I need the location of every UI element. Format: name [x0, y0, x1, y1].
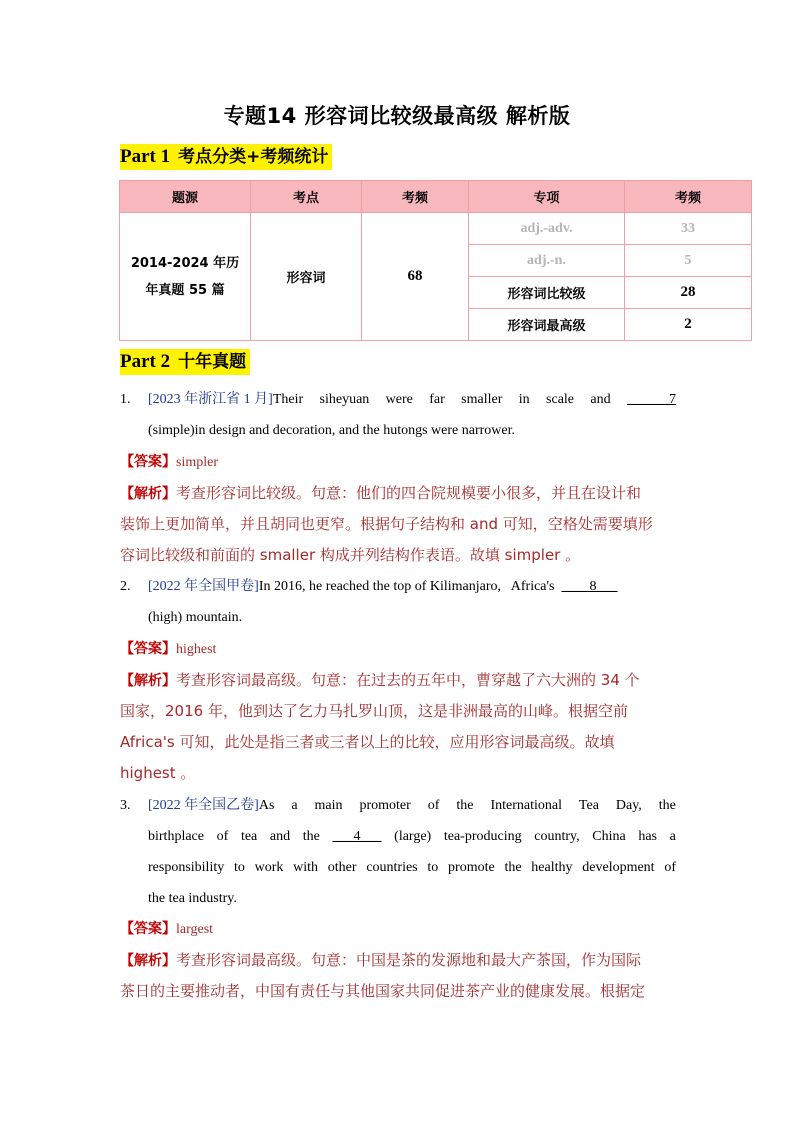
analysis-line: Africa's 可知，此处是指三者或三者以上的比较，应用形容词最高级。故填 [120, 733, 615, 751]
question-1 [120, 384, 676, 446]
analysis-line: 装饰上更加简单，并且胡同也更窄。根据句子结构和 and 可知，空格处需要填形 [120, 515, 653, 533]
word: Day, [615, 798, 642, 813]
answer-blank: ____8___ [561, 579, 618, 594]
answer-tag: 【答案】 [120, 641, 176, 657]
part2-heading [120, 349, 250, 375]
header-item-freq: 考频 [625, 181, 752, 213]
word: to [427, 860, 439, 875]
part1-text: 考点分类+考频统计 [178, 147, 329, 167]
word: of [664, 860, 676, 875]
analysis-line [120, 945, 676, 976]
word: As [258, 798, 275, 813]
word: responsibility [148, 860, 225, 875]
question-number: 1. [120, 392, 131, 407]
question-1-line1 [120, 384, 676, 415]
answer-blank: ___4___ [332, 829, 382, 844]
analysis-text: 考查形容词最高级。句意：在过去的五年中，曹穿越了六大洲的 34 个 [176, 671, 640, 689]
question-3-line3 [120, 852, 676, 883]
count-cell: 2 [625, 309, 752, 341]
count-cell: 28 [625, 277, 752, 309]
word: with [293, 860, 319, 875]
word: country, [534, 829, 580, 844]
question-3-line4: the tea industry. [148, 891, 237, 906]
word: China [592, 829, 626, 844]
analysis-tag: 【解析】 [120, 953, 176, 969]
word: and [269, 829, 291, 844]
question-3-line1 [120, 790, 676, 821]
word: in [518, 392, 530, 407]
word: other [327, 860, 357, 875]
word: of [427, 798, 440, 813]
question-1-line2: (simple)in design and decoration, and the hutongs were narrower. [148, 423, 516, 438]
item-cell: 形容词比较级 [469, 277, 625, 309]
point-cell: 形容词 [251, 213, 362, 341]
analysis-line: 容词比较级和前面的 smaller 构成并列结构作表语。故填 simpler 。 [120, 546, 581, 564]
question-source: [2022 年全国甲卷] [148, 579, 259, 594]
source-cell [120, 213, 251, 341]
analysis-2 [120, 665, 676, 789]
question-text: In 2016, he reached the top of Kilimanjaro, Africa's [258, 579, 555, 594]
answer-value: simpler [176, 455, 218, 470]
answer-value: largest [176, 922, 214, 937]
analysis-3 [120, 945, 676, 1007]
freq-cell: 68 [362, 213, 469, 341]
header-item: 专项 [469, 181, 625, 213]
word: tea-producing [443, 829, 522, 844]
word: (large) [394, 829, 432, 844]
header-point: 考点 [251, 181, 362, 213]
analysis-tag: 【解析】 [120, 486, 176, 502]
part2-text: 十年真题 [178, 352, 247, 372]
analysis-text: 考查形容词最高级。句意：中国是茶的发源地和最大产茶国，作为国际 [176, 951, 642, 969]
word: the [302, 829, 320, 844]
answer-blank: ______7 [626, 392, 676, 407]
answer-3 [120, 914, 676, 945]
word: a [291, 798, 298, 813]
count-cell: 5 [625, 245, 752, 277]
source-line2: 年真题 55 篇 [145, 282, 225, 298]
word: countries [366, 860, 418, 875]
word: smaller [461, 392, 503, 407]
answer-2 [120, 634, 676, 665]
word: and [590, 392, 611, 407]
question-2-line1 [120, 571, 676, 602]
word: tea [240, 829, 258, 844]
analysis-line: 国家，2016 年，他到达了乞力马扎罗山顶，这是非洲最高的山峰。根据空前 [120, 702, 628, 720]
frequency-table [119, 180, 752, 341]
word: were [385, 392, 413, 407]
answer-1 [120, 447, 676, 478]
analysis-1 [120, 478, 676, 571]
item-cell: adj.-adv. [469, 213, 625, 245]
word: of [216, 829, 229, 844]
question-3-line2 [120, 821, 676, 852]
analysis-line [120, 478, 676, 509]
analysis-line: 茶日的主要推动者，中国有责任与其他国家共同促进茶产业的健康发展。根据定 [120, 982, 646, 1000]
word: International [490, 798, 562, 813]
answer-tag: 【答案】 [120, 921, 176, 937]
word: promote [448, 860, 495, 875]
question-3 [120, 790, 676, 914]
word: promoter [359, 798, 411, 813]
word: has [638, 829, 658, 844]
table-row [120, 213, 752, 245]
word: work [254, 860, 284, 875]
word: healthy [531, 860, 573, 875]
header-freq: 考频 [362, 181, 469, 213]
answer-value: highest [176, 642, 217, 657]
question-number: 3. [120, 798, 131, 813]
word: the [658, 798, 676, 813]
word: birthplace [148, 829, 204, 844]
page-title: 专题14 形容词比较级最高级 解析版 [223, 104, 571, 128]
answer-tag: 【答案】 [120, 454, 176, 470]
word: development [582, 860, 655, 875]
word: the [504, 860, 522, 875]
source-line1: 2014-2024 年历 [130, 255, 240, 271]
table-header-row [120, 181, 752, 213]
word: main [314, 798, 343, 813]
item-cell: adj.-n. [469, 245, 625, 277]
question-2 [120, 571, 676, 633]
question-number: 2. [120, 579, 131, 594]
word: the [456, 798, 474, 813]
word: siheyuan [319, 392, 370, 407]
item-cell: 形容词最高级 [469, 309, 625, 341]
header-source: 题源 [120, 181, 251, 213]
count-cell: 33 [625, 213, 752, 245]
question-2-line2: (high) mountain. [148, 610, 243, 625]
word: Their [272, 392, 304, 407]
part1-label: Part 1 [120, 146, 171, 167]
question-source: [2023 年浙江省 1 月] [148, 392, 273, 407]
analysis-line: highest 。 [120, 764, 196, 782]
analysis-line [120, 665, 676, 696]
question-source: [2022 年全国乙卷] [148, 798, 259, 813]
word: a [669, 829, 676, 844]
analysis-text: 考查形容词比较级。句意：他们的四合院规模要小很多，并且在设计和 [176, 484, 642, 502]
word: far [429, 392, 445, 407]
analysis-tag: 【解析】 [120, 673, 176, 689]
word: to [233, 860, 245, 875]
part2-label: Part 2 [120, 351, 171, 372]
word: Tea [578, 798, 599, 813]
word: scale [546, 392, 575, 407]
part1-heading [120, 144, 332, 170]
